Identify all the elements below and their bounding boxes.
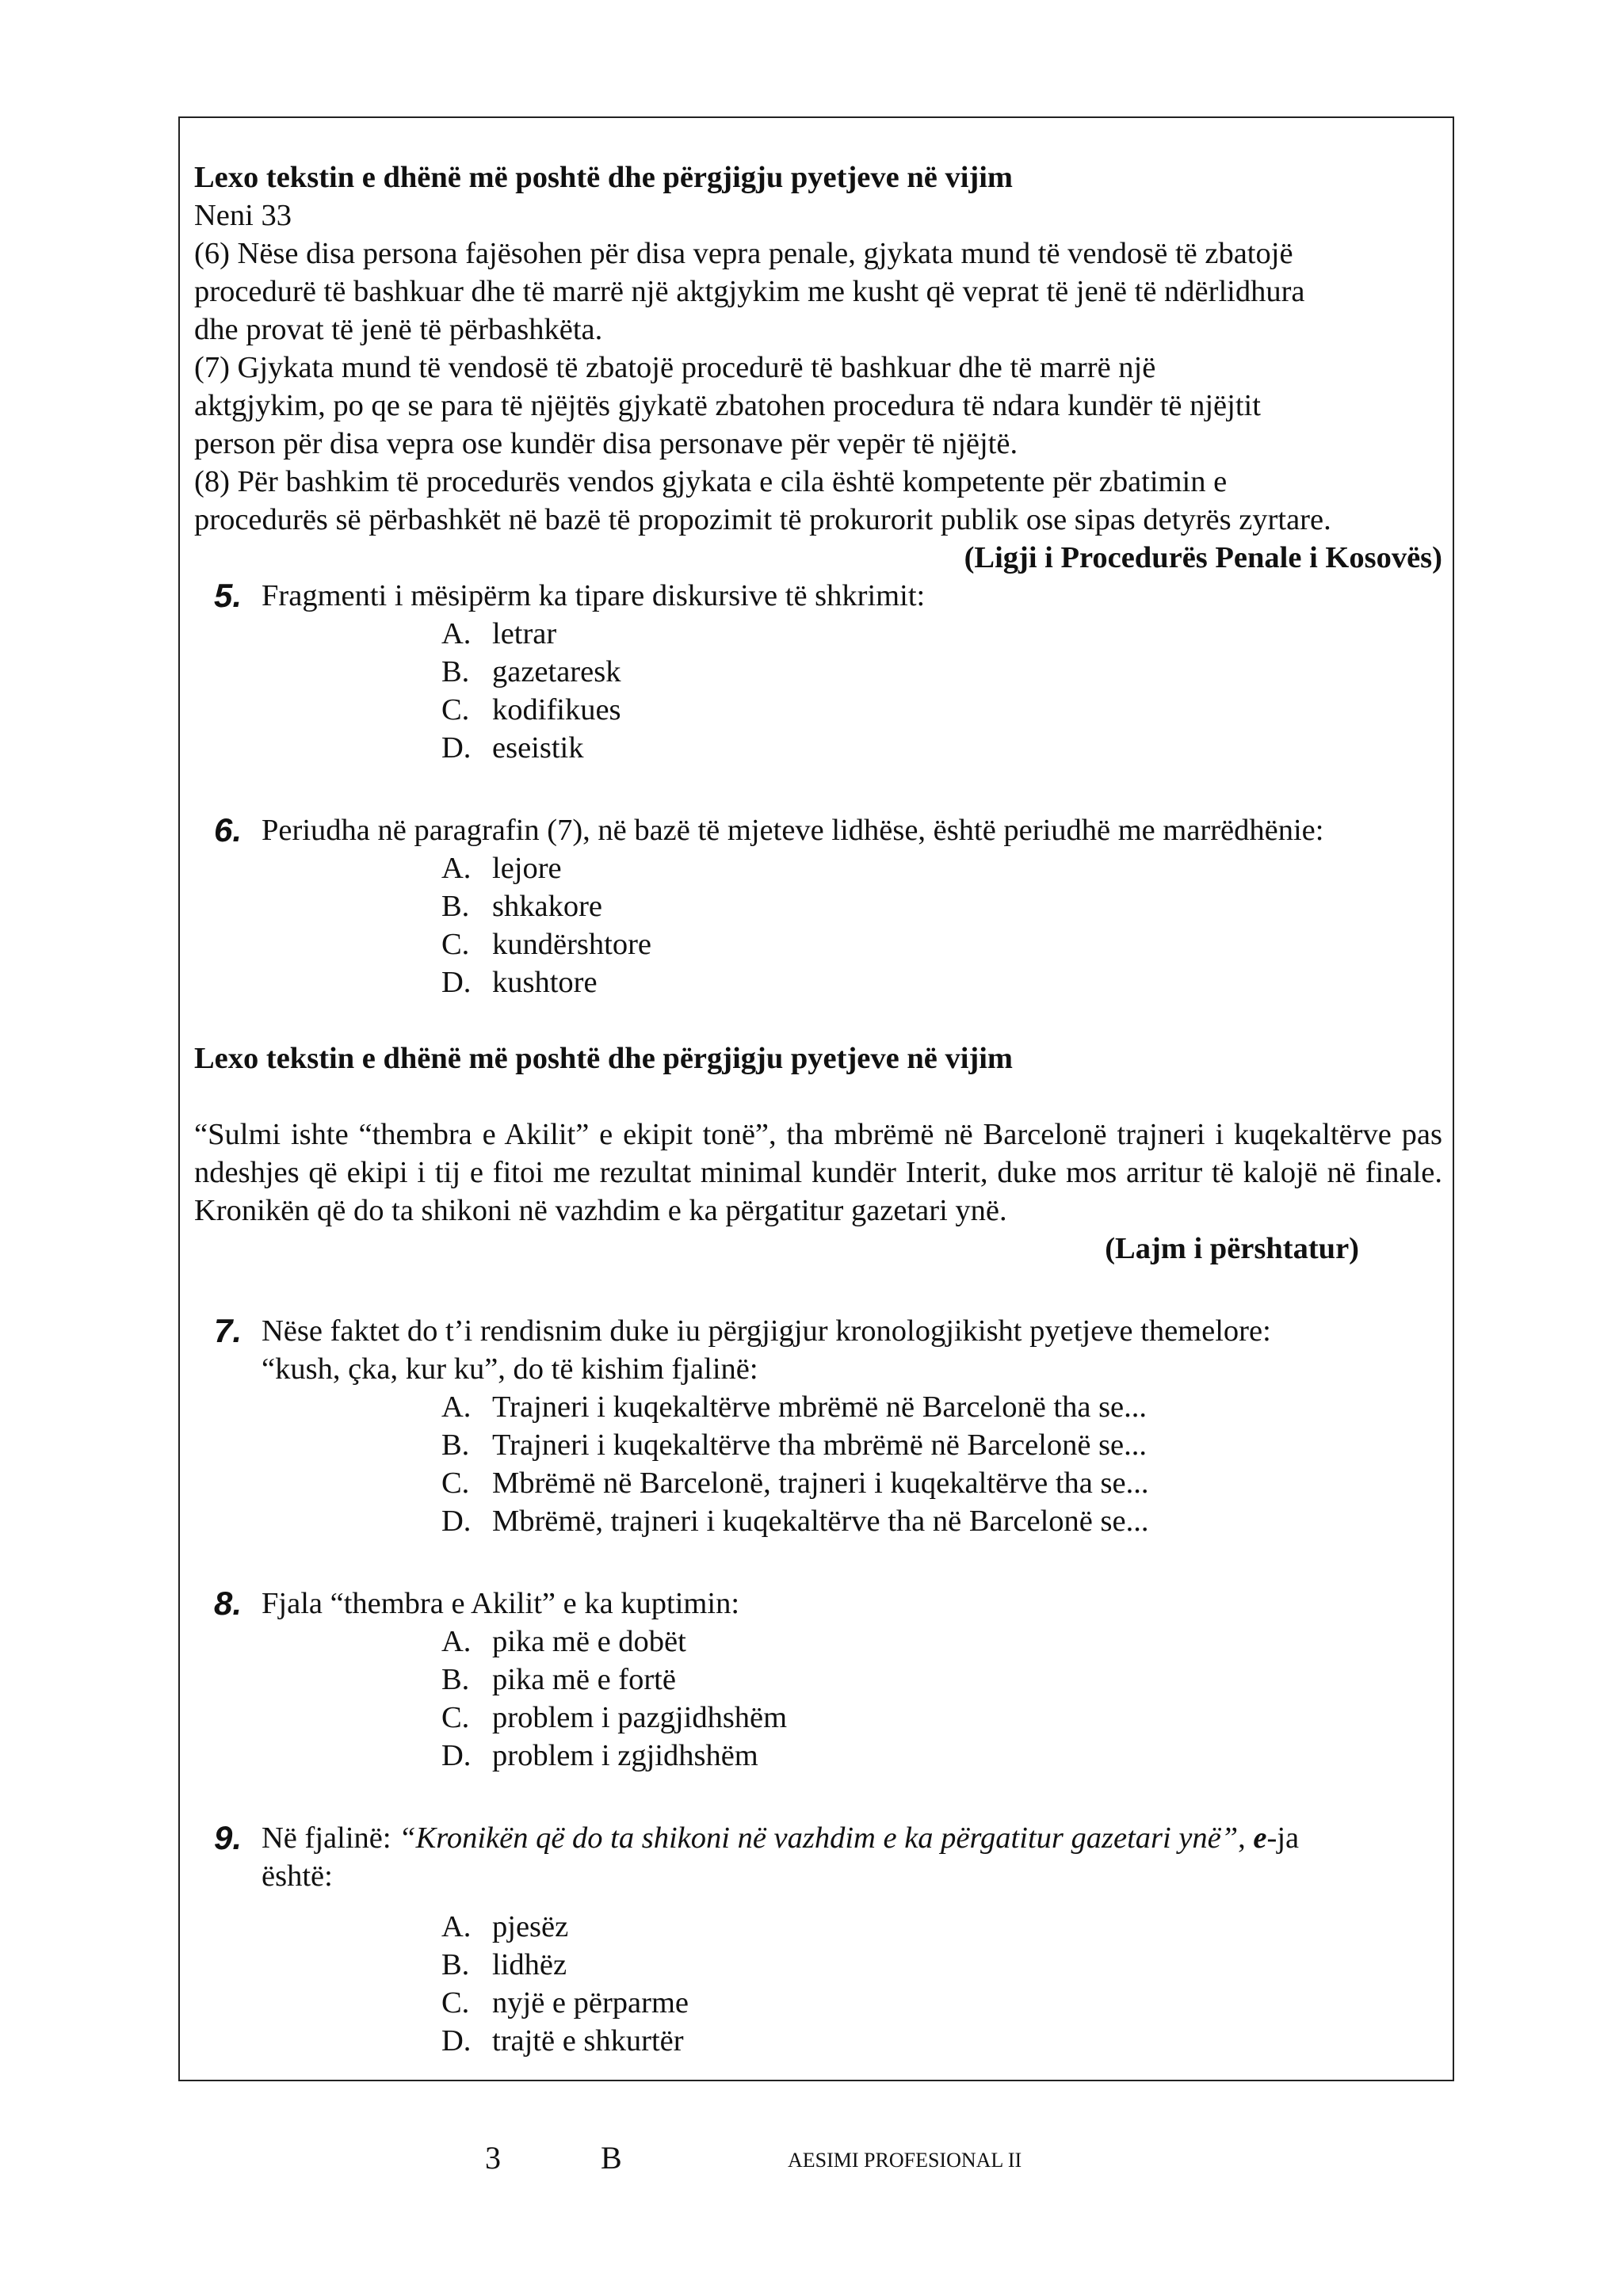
question-text: “kush, çka, kur ku”, do të kishim fjalinë:: [262, 1352, 758, 1386]
answer-option[interactable]: [441, 1699, 1442, 1737]
answer-option[interactable]: [441, 1502, 1442, 1540]
option-letter: C.: [441, 1986, 470, 2019]
answer-options: [194, 1388, 1442, 1540]
section-instruction: Lexo tekstin e dhënë më poshtë dhe përgjigju pyetjeve në vijim: [194, 161, 1013, 194]
legal-text-line: procedurës së përbashkët në bazë të propozimit të prokurorit publik ose sipas detyrës zyrtare.: [194, 503, 1331, 536]
answer-options: [194, 1623, 1442, 1775]
option-text: trajtë e shkurtër: [492, 2024, 684, 2058]
option-letter: B.: [441, 1428, 470, 1462]
answer-option[interactable]: [441, 1737, 1442, 1775]
question-text: Fjala “thembra e Akilit” e ka kuptimin:: [262, 1587, 740, 1620]
answer-option[interactable]: [441, 1623, 1442, 1661]
answer-option[interactable]: [441, 1946, 1442, 1984]
option-text: nyjë e përparme: [492, 1986, 689, 2019]
question-5: [194, 577, 1442, 615]
article-title: Neni 33: [194, 199, 292, 232]
option-letter: C.: [441, 928, 470, 961]
option-text: kodifikues: [492, 693, 621, 727]
question-text: është:: [262, 1859, 333, 1893]
answer-option[interactable]: [441, 729, 1442, 767]
legal-text-line: (8) Për bashkim të procedurës vendos gjykata e cila është kompetente për zbatimin e: [194, 465, 1228, 498]
question-comma: ,: [1238, 1821, 1254, 1855]
answer-option[interactable]: [441, 1984, 1442, 2022]
question-7: [194, 1312, 1442, 1388]
question-number: 6.: [214, 811, 242, 849]
answer-option[interactable]: [441, 1464, 1442, 1502]
answer-option[interactable]: [441, 1908, 1442, 1946]
option-letter: A.: [441, 852, 472, 885]
option-letter: D.: [441, 1505, 472, 1538]
question-6: [194, 811, 1442, 849]
option-letter: A.: [441, 1910, 472, 1943]
question-text: [262, 1819, 1442, 1857]
answer-options: [194, 849, 1442, 1001]
question-number: 9.: [214, 1819, 242, 1856]
legal-text-line: procedurë të bashkuar dhe të marrë një aktgjykim me kusht që veprat të jenë të ndërlidhura: [194, 275, 1305, 308]
option-text: Mbrëmë në Barcelonë, trajneri i kuqekaltërve tha se...: [492, 1466, 1149, 1500]
answer-option[interactable]: [441, 653, 1442, 691]
legal-text-line: (6) Nëse disa persona fajësohen për disa vepra penale, gjykata mund të vendosë të zbatojë: [194, 237, 1293, 270]
option-text: problem i pazgjidhshëm: [492, 1701, 788, 1734]
option-letter: B.: [441, 890, 470, 923]
answer-option[interactable]: [441, 849, 1442, 887]
quoted-sentence: “Kronikën që do ta shikoni në vazhdim e ka përgatitur gazetari ynë”: [399, 1821, 1239, 1855]
page-number: 3: [485, 2140, 501, 2176]
option-letter: C.: [441, 1701, 470, 1734]
option-letter: D.: [441, 1739, 472, 1772]
option-text: kundërshtore: [492, 928, 651, 961]
question-prefix: Në fjalinë:: [262, 1821, 399, 1855]
target-word: e: [1253, 1821, 1267, 1855]
question-number: 7.: [214, 1312, 242, 1349]
option-text: Mbrëmë, trajneri i kuqekaltërve tha në Barcelonë se...: [492, 1505, 1149, 1538]
option-text: kushtore: [492, 966, 598, 999]
option-text: pjesëz: [492, 1910, 569, 1943]
option-letter: C.: [441, 1466, 470, 1500]
answer-options: [194, 1908, 1442, 2060]
option-letter: A.: [441, 617, 472, 650]
legal-text-source: (Ligji i Procedurës Penale i Kosovës): [964, 541, 1442, 574]
test-variant: B: [601, 2140, 622, 2176]
exam-name: AESIMI PROFESIONAL II: [788, 2149, 1022, 2172]
option-text: Trajneri i kuqekaltërve mbrëmë në Barcelonë tha se...: [492, 1390, 1148, 1424]
option-letter: D.: [441, 731, 472, 765]
option-text: letrar: [492, 617, 557, 650]
option-text: Trajneri i kuqekaltërve tha mbrëmë në Barcelonë se...: [492, 1428, 1148, 1462]
answer-option[interactable]: [441, 925, 1442, 963]
legal-text-line: person për disa vepra ose kundër disa personave për vepër të njëjtë.: [194, 427, 1018, 460]
option-letter: A.: [441, 1390, 472, 1424]
question-number: 8.: [214, 1585, 242, 1622]
answer-option[interactable]: [441, 963, 1442, 1001]
question-text: Nëse faktet do t’i rendisnim duke iu përgjigjur kronologjikisht pyetjeve themelore:: [262, 1314, 1271, 1348]
legal-text-section: [194, 158, 1442, 577]
answer-option[interactable]: [441, 691, 1442, 729]
question-number: 5.: [214, 577, 242, 614]
answer-option[interactable]: [441, 1661, 1442, 1699]
answer-option[interactable]: [441, 1388, 1442, 1426]
option-text: lidhëz: [492, 1948, 567, 1981]
option-letter: D.: [441, 2024, 472, 2058]
exam-content: [194, 158, 1442, 2060]
answer-option[interactable]: [441, 1426, 1442, 1464]
option-text: eseistik: [492, 731, 584, 765]
option-text: lejore: [492, 852, 562, 885]
option-letter: D.: [441, 966, 472, 999]
answer-option[interactable]: [441, 615, 1442, 653]
answer-option[interactable]: [441, 2022, 1442, 2060]
question-text: Periudha në paragrafin (7), në bazë të mjeteve lidhëse, është periudhë me marrëdhënie:: [262, 814, 1324, 847]
news-text-section: [194, 1039, 1442, 1268]
section-instruction: Lexo tekstin e dhënë më poshtë dhe përgjigju pyetjeve në vijim: [194, 1042, 1013, 1075]
option-letter: B.: [441, 1948, 470, 1981]
option-text: pika më e fortë: [492, 1663, 676, 1696]
question-8: [194, 1585, 1442, 1623]
legal-text-line: aktgjykim, po qe se para të njëjtës gjykatë zbatohen procedura të ndara kundër të njëjtit: [194, 389, 1261, 422]
option-letter: C.: [441, 693, 470, 727]
question-text: Fragmenti i mësipërm ka tipare diskursive të shkrimit:: [262, 579, 926, 612]
news-paragraph: “Sulmi ishte “thembra e Akilit” e ekipit tonë”, tha mbrëmë në Barcelonë trajneri i kuqekaltërve pas ndeshjes që ekipi i tij e fitoi me rezultat minimal kundër Interit, duke mos arritur të kalojë në finale. Kronikën që do ta shikoni në vazhdim e ka përgatitur gazetari ynë.: [194, 1118, 1442, 1227]
option-letter: B.: [441, 1663, 470, 1696]
option-letter: B.: [441, 655, 470, 688]
option-text: problem i zgjidhshëm: [492, 1739, 758, 1772]
news-source: (Lajm i përshtatur): [1105, 1232, 1359, 1265]
option-text: pika më e dobët: [492, 1625, 686, 1658]
option-text: shkakore: [492, 890, 602, 923]
answer-options: [194, 615, 1442, 767]
option-letter: A.: [441, 1625, 472, 1658]
answer-option[interactable]: [441, 887, 1442, 925]
legal-text-line: dhe provat të jenë të përbashkëta.: [194, 313, 603, 346]
option-text: gazetaresk: [492, 655, 621, 688]
question-suffix: -ja: [1266, 1821, 1300, 1855]
legal-text-line: (7) Gjykata mund të vendosë të zbatojë procedurë të bashkuar dhe të marrë një: [194, 351, 1156, 384]
question-9: [194, 1819, 1442, 1895]
